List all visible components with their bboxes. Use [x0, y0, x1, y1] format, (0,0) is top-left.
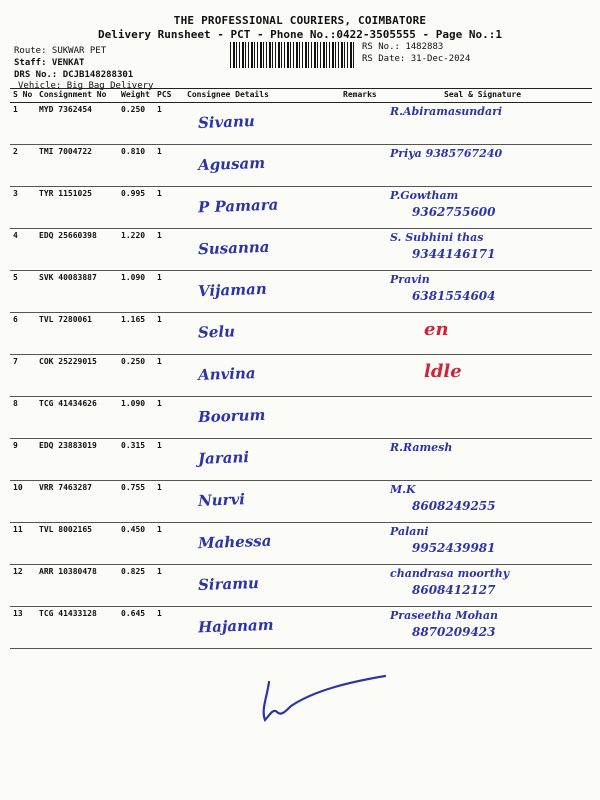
cell-sno: 10: [10, 481, 36, 523]
table-row: [10, 397, 592, 439]
cell-sno: 5: [10, 271, 36, 313]
cell-weight: 0.315: [118, 439, 154, 481]
cell-remarks: [340, 481, 384, 523]
cell-pcs: 1: [154, 523, 184, 565]
cell-consignment: MYD 7362454: [36, 103, 118, 145]
cell-pcs: 1: [154, 607, 184, 649]
cell-consignment: TVL 7280061: [36, 313, 118, 355]
cell-weight: 0.995: [118, 187, 154, 229]
cell-consignee: [184, 355, 340, 397]
table-row: [10, 523, 592, 565]
cell-seal-signature: [384, 607, 592, 649]
cell-pcs: 1: [154, 145, 184, 187]
signature-mark: ldle: [424, 361, 462, 382]
rs-date: RS Date: 31-Dec-2024: [362, 54, 471, 64]
consignee-handwriting: Agusam: [197, 153, 266, 175]
cell-consignee: [184, 145, 340, 187]
signature-name: P.Gowtham: [390, 189, 459, 202]
consignee-handwriting: Mahessa: [197, 531, 272, 553]
cell-seal-signature: [384, 187, 592, 229]
signature-name: S. Subhini thas: [390, 231, 484, 244]
cell-weight: 0.250: [118, 103, 154, 145]
cell-weight: 0.755: [118, 481, 154, 523]
cell-seal-signature: [384, 271, 592, 313]
cell-consignment: SVK 40083887: [36, 271, 118, 313]
signature-name: chandrasa moorthy: [390, 567, 510, 580]
cell-consignee: [184, 103, 340, 145]
consignee-handwriting: Hajanam: [197, 615, 274, 637]
cell-remarks: [340, 271, 384, 313]
signature-mark: en: [424, 319, 449, 340]
cell-sno: 11: [10, 523, 36, 565]
drs-number: DRS No.: DCJB148288301: [14, 70, 134, 80]
cell-seal-signature: [384, 313, 592, 355]
staff-label: Staff: VENKAT: [14, 58, 85, 68]
col-consignee: Consignee Details: [184, 89, 340, 103]
cell-sno: 4: [10, 229, 36, 271]
cell-pcs: 1: [154, 565, 184, 607]
rs-number: RS No.: 1482883: [362, 42, 444, 52]
cell-consignment: EDQ 25660398: [36, 229, 118, 271]
cell-pcs: 1: [154, 355, 184, 397]
cell-seal-signature: [384, 565, 592, 607]
cell-consignment: TMI 7004722: [36, 145, 118, 187]
cell-remarks: [340, 607, 384, 649]
table-row: [10, 313, 592, 355]
signature-name: Palani: [390, 525, 429, 538]
consignee-handwriting: Siramu: [197, 573, 260, 595]
table-row: [10, 229, 592, 271]
cell-seal-signature: [384, 355, 592, 397]
col-sno: S No: [10, 89, 36, 103]
consignee-handwriting: Boorum: [197, 405, 266, 427]
signature-phone: 8608412127: [412, 583, 496, 597]
vehicle-label: Vehicle: Big Bag Delivery: [18, 81, 154, 91]
cell-pcs: 1: [154, 439, 184, 481]
cell-weight: 0.450: [118, 523, 154, 565]
cell-seal-signature: [384, 523, 592, 565]
cell-consignment: TVL 8002165: [36, 523, 118, 565]
signature-phone: 9344146171: [412, 247, 496, 261]
cell-sno: 12: [10, 565, 36, 607]
supervisor-signature: [255, 672, 395, 732]
col-remarks: Remarks: [340, 89, 384, 103]
cell-pcs: 1: [154, 271, 184, 313]
cell-pcs: 1: [154, 397, 184, 439]
consignee-handwriting: Jarani: [197, 448, 250, 468]
consignee-handwriting: Nurvi: [197, 490, 246, 510]
table-header-row: [10, 89, 592, 103]
cell-pcs: 1: [154, 229, 184, 271]
cell-remarks: [340, 145, 384, 187]
signature-name: R.Ramesh: [390, 441, 453, 454]
cell-seal-signature: [384, 229, 592, 271]
cell-seal-signature: [384, 397, 592, 439]
cell-remarks: [340, 439, 384, 481]
cell-seal-signature: [384, 103, 592, 145]
signature-phone: 9952439981: [412, 541, 496, 555]
cell-consignment: COK 25229015: [36, 355, 118, 397]
cell-pcs: 1: [154, 481, 184, 523]
cell-weight: 0.645: [118, 607, 154, 649]
table-row: [10, 355, 592, 397]
signature-name: Pravin: [390, 273, 430, 286]
table-row: [10, 271, 592, 313]
cell-consignee: [184, 565, 340, 607]
col-consignment: Consignment No: [36, 89, 118, 103]
cell-remarks: [340, 355, 384, 397]
signature-name: Praseetha Mohan: [390, 609, 499, 622]
table-row: [10, 481, 592, 523]
col-pcs: PCS: [154, 89, 184, 103]
signature-phone: 9362755600: [412, 205, 496, 219]
cell-pcs: 1: [154, 103, 184, 145]
cell-sno: 7: [10, 355, 36, 397]
table-row: [10, 187, 592, 229]
cell-remarks: [340, 565, 384, 607]
signature-phone: 8870209423: [412, 625, 496, 639]
cell-weight: 1.165: [118, 313, 154, 355]
col-weight: Weight: [118, 89, 154, 103]
signature-phone: 6381554604: [412, 289, 496, 303]
cell-consignment: TCG 41433128: [36, 607, 118, 649]
document-subtitle: Delivery Runsheet - PCT - Phone No.:0422-3505555 - Page No.:1: [98, 28, 502, 41]
consignee-handwriting: Anvina: [197, 364, 256, 384]
cell-sno: 6: [10, 313, 36, 355]
route-label: Route: SUKWAR PET: [14, 46, 107, 56]
cell-sno: 9: [10, 439, 36, 481]
cell-weight: 0.250: [118, 355, 154, 397]
barcode-image: [230, 42, 356, 68]
document-title: THE PROFESSIONAL COURIERS, COIMBATORE: [173, 14, 427, 27]
cell-sno: 3: [10, 187, 36, 229]
consignee-handwriting: Vijaman: [197, 279, 268, 301]
cell-seal-signature: [384, 145, 592, 187]
table-row: [10, 439, 592, 481]
col-seal: Seal & Signature: [384, 89, 592, 103]
cell-remarks: [340, 103, 384, 145]
cell-consignee: [184, 229, 340, 271]
cell-remarks: [340, 397, 384, 439]
cell-weight: 1.090: [118, 271, 154, 313]
cell-weight: 1.090: [118, 397, 154, 439]
cell-pcs: 1: [154, 313, 184, 355]
cell-consignee: [184, 271, 340, 313]
cell-consignee: [184, 481, 340, 523]
signature-name: R.Abiramasundari: [390, 105, 503, 118]
cell-consignee: [184, 397, 340, 439]
runsheet-table: [10, 88, 592, 649]
table-row: [10, 565, 592, 607]
cell-sno: 8: [10, 397, 36, 439]
cell-consignee: [184, 523, 340, 565]
cell-weight: 0.810: [118, 145, 154, 187]
consignee-handwriting: Sivanu: [197, 112, 256, 132]
cell-weight: 0.825: [118, 565, 154, 607]
signature-name: M.K: [390, 483, 416, 496]
cell-remarks: [340, 523, 384, 565]
cell-sno: 2: [10, 145, 36, 187]
table-row: [10, 103, 592, 145]
cell-consignee: [184, 607, 340, 649]
consignee-handwriting: P Pamara: [197, 195, 279, 217]
cell-consignment: ARR 10380478: [36, 565, 118, 607]
cell-remarks: [340, 313, 384, 355]
cell-consignment: TCG 41434626: [36, 397, 118, 439]
signature-phone: 8608249255: [412, 499, 496, 513]
cell-sno: 1: [10, 103, 36, 145]
cell-consignee: [184, 313, 340, 355]
table-row: [10, 145, 592, 187]
signature-name: Priya 9385767240: [390, 147, 503, 160]
cell-consignee: [184, 187, 340, 229]
cell-consignment: TYR 1151025: [36, 187, 118, 229]
cell-seal-signature: [384, 481, 592, 523]
cell-consignment: EDQ 23883019: [36, 439, 118, 481]
table-row: [10, 607, 592, 649]
cell-consignee: [184, 439, 340, 481]
cell-pcs: 1: [154, 187, 184, 229]
cell-sno: 13: [10, 607, 36, 649]
runsheet-table-wrap: [10, 88, 592, 649]
consignee-handwriting: Susanna: [197, 237, 270, 259]
consignee-handwriting: Selu: [197, 322, 236, 342]
cell-seal-signature: [384, 439, 592, 481]
cell-consignment: VRR 7463287: [36, 481, 118, 523]
cell-weight: 1.220: [118, 229, 154, 271]
cell-remarks: [340, 187, 384, 229]
cell-remarks: [340, 229, 384, 271]
